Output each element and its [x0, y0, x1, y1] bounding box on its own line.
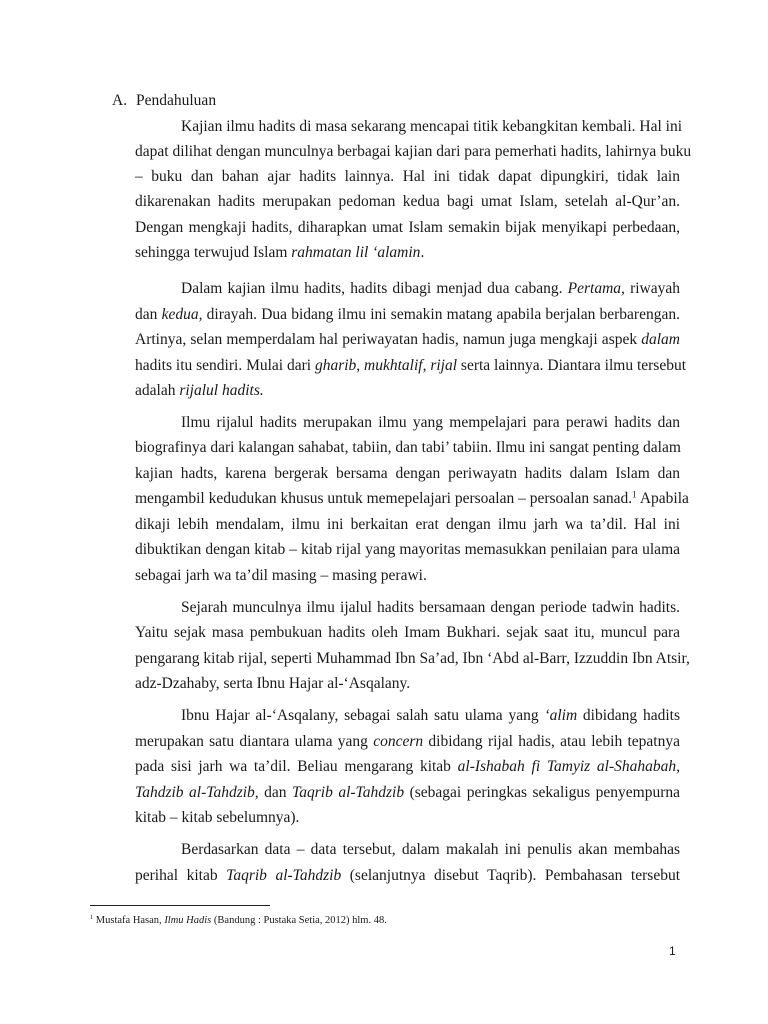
- section-title: Pendahuluan: [136, 92, 217, 109]
- italic-text: Taqrib al-Tahdzib: [292, 784, 405, 801]
- text-line: [135, 733, 680, 751]
- italic-text: Pertama,: [567, 280, 625, 297]
- text-line: [135, 306, 680, 324]
- text-segment: dibuktikan dengan kitab – kitab rijal yang mayoritas memasukkan penilaian para ulama: [135, 541, 680, 558]
- text-segment: dan: [135, 306, 162, 323]
- text-line: [135, 168, 680, 186]
- text-line: [135, 758, 680, 776]
- text-segment: Dalam kajian ilmu hadits, hadits dibagi menjad dua cabang.: [181, 280, 568, 297]
- text-line: [181, 599, 680, 617]
- text-line: [181, 280, 680, 298]
- text-segment: dikarenakan hadits merupakan pedoman kedua bagi umat Islam, setelah al-Qur’an.: [135, 193, 680, 210]
- text-segment: (selanjutnya disebut Taqrib). Pembahasan tersebut: [341, 867, 681, 884]
- text-segment: dikaji lebih mendalam, ilmu ini berkaitan erat dengan ilmu jarh wa ta’dil. Hal ini: [135, 516, 680, 533]
- italic-text: gharib, mukhtalif, rijal: [314, 357, 458, 374]
- text-line: [135, 143, 692, 161]
- text-segment: Yaitu sejak masa pembukuan hadits oleh Imam Bukhari. sejak saat itu, muncul para: [135, 624, 680, 641]
- text-segment: riwayah: [624, 280, 681, 297]
- text-line: [135, 624, 680, 642]
- text-line: [181, 118, 683, 136]
- text-line: [135, 516, 680, 534]
- text-segment: (sebagai peringkas sekaligus penyempurna: [404, 784, 681, 801]
- italic-text: rahmatan lil ‘alamin: [291, 244, 421, 261]
- italic-text: Tahdzib al-Tahdzib,: [135, 784, 259, 801]
- text-segment: Ilmu rijalul hadits merupakan ilmu yang mempelajari para perawi hadits dan: [181, 414, 680, 431]
- text-segment: kajian hadts, karena bergerak bersama dengan periwayatn hadits dalam Islam dan: [135, 465, 680, 482]
- text-line: [135, 784, 680, 802]
- italic-text: concern: [373, 733, 424, 750]
- text-line: [135, 541, 680, 559]
- italic-text: al-Ishabah fi Tamyiz al-Shahabah,: [457, 758, 680, 775]
- text-line: [135, 331, 680, 349]
- text-segment: (Bandung : Pustaka Setia, 2012) hlm. 48.: [211, 915, 387, 926]
- section-heading: [112, 92, 216, 110]
- text-line: [135, 567, 680, 585]
- text-segment: Dengan mengkaji hadits, diharapkan umat Islam semakin bijak menyikapi perbedaan,: [135, 219, 680, 236]
- text-segment: dan: [258, 784, 293, 801]
- text-segment: mengambil kedudukan khusus untuk memepelajari persoalan – persoalan sanad.: [135, 490, 633, 507]
- text-segment: sebagai jarh wa ta’dil masing – masing perawi.: [135, 567, 427, 584]
- italic-text: kedua,: [161, 306, 203, 323]
- text-segment: .: [420, 244, 425, 261]
- section-number: A.: [112, 92, 128, 109]
- text-segment: serta lainnya. Diantara ilmu tersebut: [457, 357, 687, 374]
- text-segment: dibidang hadits: [577, 707, 680, 724]
- text-segment: merupakan satu diantara ulama yang: [135, 733, 374, 750]
- italic-text: dalam: [641, 331, 680, 348]
- text-line: [135, 382, 680, 400]
- footnote-number: 1: [90, 914, 94, 922]
- footnote: [90, 914, 387, 928]
- text-segment: kitab – kitab sebelumnya).: [135, 809, 300, 826]
- text-segment: Sejarah munculnya ilmu ijalul hadits bersamaan dengan periode tadwin hadits.: [181, 599, 680, 616]
- text-line: [181, 707, 680, 725]
- footnote-reference: 1: [632, 490, 637, 501]
- text-line: [135, 867, 680, 885]
- text-segment: Mustafa Hasan,: [93, 915, 165, 926]
- text-line: [181, 841, 680, 859]
- footnote-text: [93, 915, 387, 926]
- text-segment: sehingga terwujud Islam: [135, 244, 292, 261]
- text-segment: Kajian ilmu hadits di masa sekarang mencapai titik kebangkitan kembali. Hal ini: [181, 118, 683, 135]
- page-number: 1: [669, 944, 676, 958]
- text-segment: adz-Dzahaby, serta Ibnu Hajar al-‘Asqalany.: [135, 675, 411, 692]
- text-line: [135, 809, 680, 827]
- text-segment: Artinya, selan memperdalam hal periwayatan hadis, namun juga mengkaji aspek: [135, 331, 642, 348]
- text-segment: dirayah. Dua bidang ilmu ini semakin matang apabila berjalan berbarengan.: [202, 306, 680, 323]
- text-line: [135, 490, 689, 508]
- text-segment: hadits itu sendiri. Mulai dari: [135, 357, 315, 374]
- text-segment: Ibnu Hajar al-‘Asqalany, sebagai salah satu ulama yang: [181, 707, 545, 724]
- text-line: [135, 219, 680, 237]
- italic-text: ‘alim: [544, 707, 578, 724]
- text-segment: perihal kitab: [135, 867, 227, 884]
- text-line: [135, 439, 680, 457]
- footnote-separator: [90, 905, 270, 906]
- italic-text: rijalul hadits.: [179, 382, 264, 399]
- text-line: [135, 193, 680, 211]
- text-segment: Berdasarkan data – data tersebut, dalam makalah ini penulis akan membahas: [181, 841, 680, 858]
- text-line: [135, 244, 680, 262]
- text-line: [135, 650, 690, 668]
- text-line: [135, 465, 680, 483]
- text-segment: pengarang kitab rijal, seperti Muhammad Ibn Sa’ad, Ibn ‘Abd al-Barr, Izzuddin Ibn Atsir,: [135, 650, 690, 667]
- text-line: [135, 675, 680, 693]
- text-segment: dibidang rijal hadis, atau lebih tepatnya: [423, 733, 680, 750]
- text-line: [135, 357, 687, 375]
- italic-text: Taqrib al-Tahdzib: [226, 867, 342, 884]
- text-segment: adalah: [135, 382, 180, 399]
- text-segment: Apabila: [636, 490, 689, 507]
- text-segment: pada sisi jarh wa ta’dil. Beliau mengarang kitab: [135, 758, 458, 775]
- text-segment: biografinya dari kalangan sahabat, tabiin, dan tabi’ tabiin. Ilmu ini sangat penting dalam: [135, 439, 681, 456]
- text-line: [181, 414, 680, 432]
- text-segment: dapat dilihat dengan munculnya berbagai kajian dari para pemerhati hadits, lahirnya buku: [135, 143, 692, 160]
- text-segment: – buku dan bahan ajar hadits lainnya. Hal ini tidak dapat dipungkiri, tidak lain: [135, 168, 680, 185]
- italic-text: Ilmu Hadis: [164, 915, 212, 926]
